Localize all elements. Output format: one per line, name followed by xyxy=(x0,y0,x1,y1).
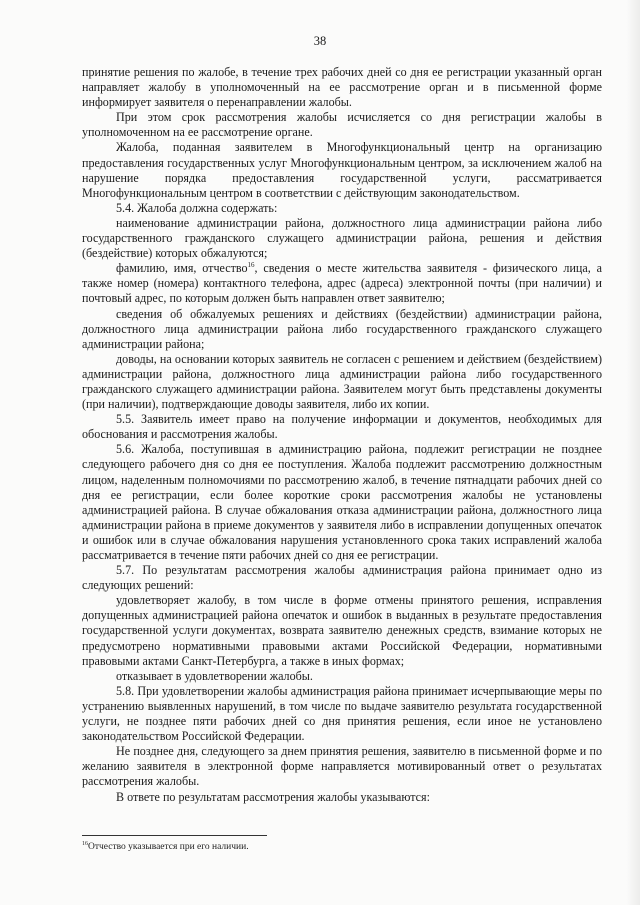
footnote-number: 16 xyxy=(82,840,88,847)
paragraph-15: Не позднее дня, следующего за днем принятия решения, заявителю в письменной форме и по желанию заявителя в электронной форме направляется мотивированный ответ о результатах рассмотрения жалобы. xyxy=(82,744,602,789)
paragraph-6-end: , сведения о месте жительства заявителя - физического лица, а также номер (номера) контактного телефона, адрес (адреса) электронной почты (при наличии) и почтовый адрес, по которым должен быть направлен ответ заявителю; xyxy=(82,261,602,306)
paragraph-5: наименование администрации района, должностного лица администрации района либо государственного гражданского служащего администрации района, решения и действия (бездействие) которых обжалуются; xyxy=(82,215,602,261)
paragraph-13: отказывает в удовлетворении жалобы. xyxy=(116,668,313,683)
document-body xyxy=(82,65,602,805)
page-number: 38 xyxy=(313,34,327,48)
paragraph-4: 5.4. Жалоба должна содержать: xyxy=(116,200,278,215)
paragraph-12: удовлетворяет жалобу, в том числе в форме отмены принятого решения, исправления допущенных администрацией района опечаток и ошибок в выданных в результате предоставления государственной услуги документах, возврата заявителю денежных средств, взимание которых не предусмотрено нормативными правовыми актами Российской Федерации, нормативными правовыми актами Санкт-Петербурга, а также в иных формах; xyxy=(82,593,602,668)
paragraph-2: При этом срок рассмотрения жалобы исчисляется со дня регистрации жалобы в уполномоченном на ее рассмотрение органе. xyxy=(82,110,602,140)
footnote-divider xyxy=(82,835,267,836)
paragraph-1: принятие решения по жалобе, в течение трех рабочих дней со дня ее регистрации указанный орган направляет жалобу в уполномоченный на ее рассмотрение орган и в письменной форме информирует заявителя о перенаправлении жалобы. xyxy=(82,65,602,110)
paragraph-6 xyxy=(82,261,602,306)
scan-edge-shadow xyxy=(626,0,640,905)
paragraph-7: сведения об обжалуемых решениях и действиях (бездействии) администрации района, должностного лица администрации района либо государственного гражданского служащего администрации района; xyxy=(82,306,602,351)
paragraph-10: 5.6. Жалоба, поступившая в администрацию района, подлежит регистрации не позднее следующего рабочего дня со дня ее поступления. Жалоба подлежит рассмотрению должностным лицом, наделенным полномочиями по рассмотрению жалоб, в течение пятнадцати рабочих дней со дня ее регистрации, если более короткие сроки рассмотрения жалобы не установлены администрацией района. В случае обжалования отказа администрации района, должностного лица администрации района в приеме документов у заявителя либо в исправлении допущенных опечаток и ошибок или в случае обжалования нарушения установленного срока таких исправлений жалоба рассматривается в течение пяти рабочих дней со дня ее регистрации. xyxy=(82,442,602,562)
paragraph-14: 5.8. При удовлетворении жалобы администрация района принимает исчерпывающие меры по устранению выявленных нарушений, в том числе по выдаче заявителю результата государственной услуги, не позднее пяти рабочих дней со дня принятия решения, если иное не установлено законодательством Российской Федерации. xyxy=(82,683,602,744)
footnote-text: Отчество указывается при его наличии. xyxy=(88,842,249,852)
footnote xyxy=(82,842,249,852)
paragraph-3: Жалоба, поданная заявителем в Многофункциональный центр на организацию предоставления государственных услуг Многофункциональным центром, за исключением жалоб на нарушение порядка предоставления государственной услуги, рассматривается Многофункциональным центром в соответствии с действующим законодательством. xyxy=(82,140,602,200)
paragraph-16: В ответе по результатам рассмотрения жалобы указываются: xyxy=(116,789,430,804)
footnote-ref: 16 xyxy=(247,261,255,270)
paragraph-6-start: фамилию, имя, отчество xyxy=(116,261,248,276)
paragraph-8: доводы, на основании которых заявитель не согласен с решением и действием (бездействием) администрации района, должностного лица администрации района либо государственного гражданского служащего администрации района. Заявителем могут быть представлены документы (при наличии), подтверждающие доводы заявителя, либо их копии. xyxy=(82,351,602,412)
paragraph-9: 5.5. Заявитель имеет право на получение информации и документов, необходимых для обоснования и рассмотрения жалобы. xyxy=(82,412,602,442)
paragraph-11: 5.7. По результатам рассмотрения жалобы администрация района принимает одно из следующих решений: xyxy=(82,563,602,593)
